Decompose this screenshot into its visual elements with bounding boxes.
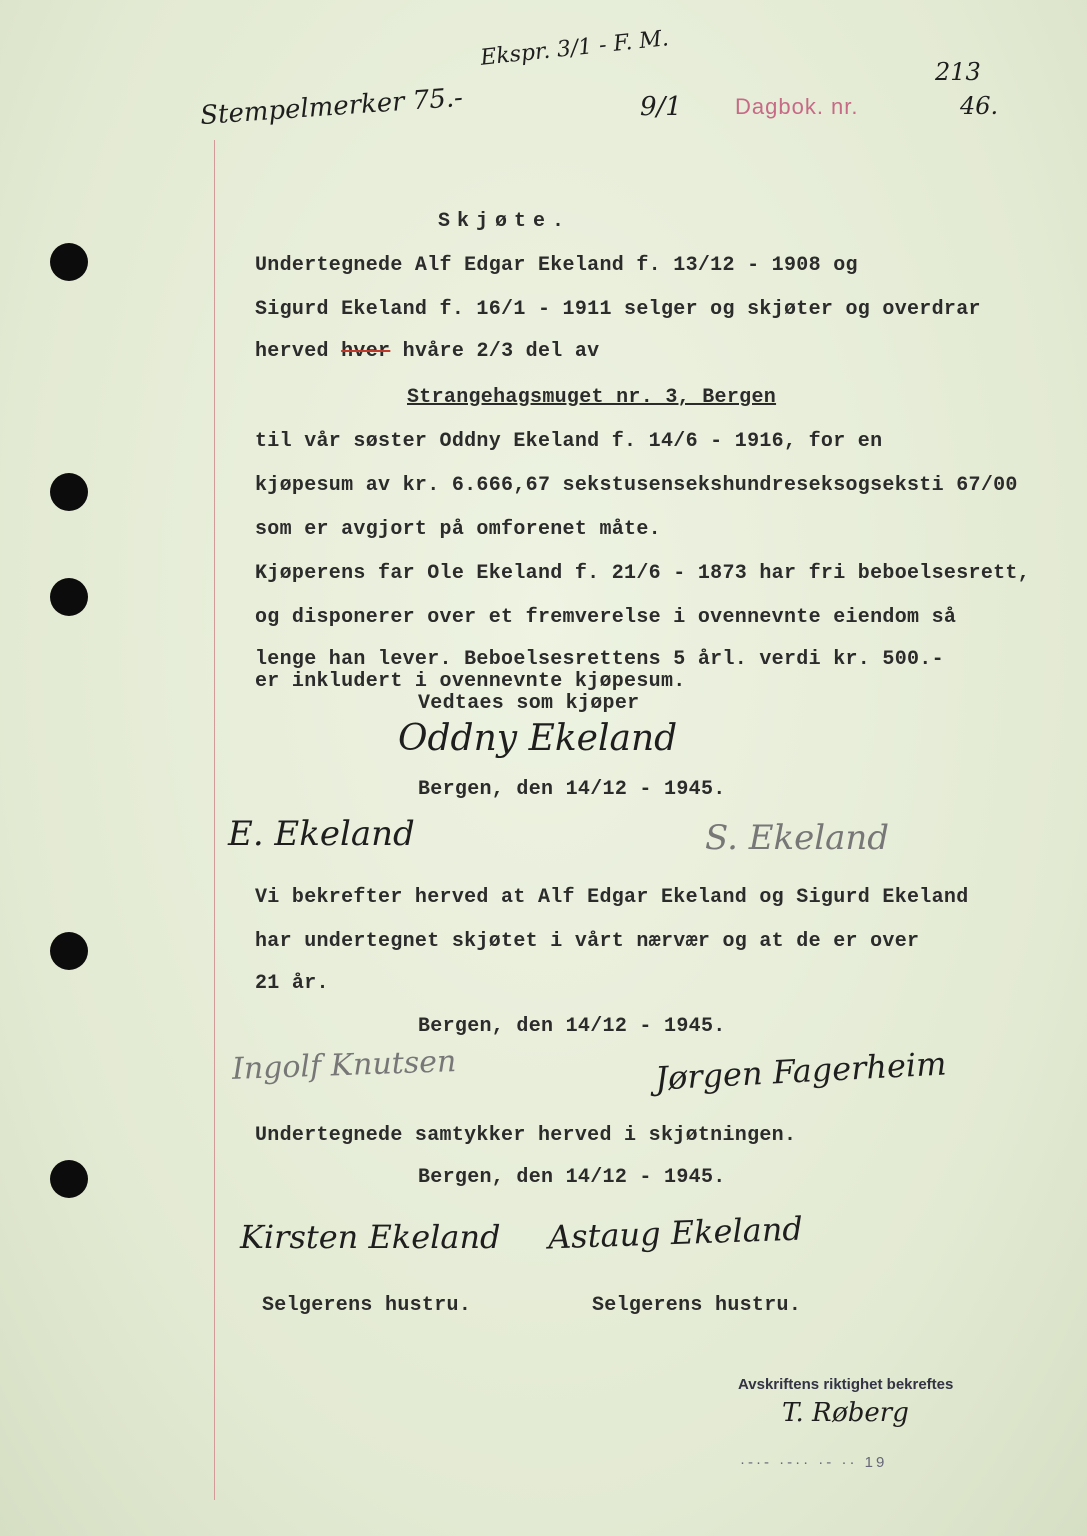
punch-hole-2 [50, 473, 88, 511]
signature-witness-1: Ingolf Knutsen [231, 1044, 457, 1087]
date-note: 9/1 [640, 92, 682, 122]
date-line: Bergen, den 14/12 - 1945. [418, 778, 726, 801]
paragraph-line: har undertegnet skjøtet i vårt nærvær og at de er over [255, 930, 920, 953]
paragraph-line: Kjøperens far Ole Ekeland f. 21/6 - 1873 har fri beboelsesrett, [255, 562, 1031, 585]
dagbok-stamp: Dagbok. nr. [735, 94, 859, 119]
spouse-label: Selgerens hustru. [262, 1294, 472, 1317]
signature-spouse-1: Kirsten Ekeland [240, 1218, 501, 1256]
signature-spouse-2: Astaug Ekeland [547, 1209, 804, 1257]
signature-seller-1: E. Ekeland [228, 814, 415, 854]
bottom-marks: ·-·- ·-·· ·- ·· 19 [740, 1454, 888, 1471]
signature-buyer: Oddny Ekeland [398, 718, 678, 759]
paragraph-line: til vår søster Oddny Ekeland f. 14/6 - 1916, for en [255, 430, 883, 453]
certification-signature: T. Røberg [782, 1398, 909, 1428]
signature-seller-2: S. Ekeland [705, 818, 890, 858]
certification-stamp: Avskriftens riktighet bekreftes [738, 1376, 954, 1393]
property-name: Strangehagsmuget nr. 3, Bergen [407, 386, 777, 409]
date-line: Bergen, den 14/12 - 1945. [418, 1015, 726, 1038]
paragraph-line: 21 år. [255, 972, 329, 995]
paragraph-line: Undertegnede Alf Edgar Ekeland f. 13/12 - 1908 og [255, 254, 858, 277]
margin-line [214, 140, 215, 1500]
paragraph-line: Vi bekrefter herved at Alf Edgar Ekeland og Sigurd Ekeland [255, 886, 969, 909]
punch-hole-5 [50, 1160, 88, 1198]
document-title: Skjøte. [438, 210, 572, 233]
text-segment: herved [255, 340, 329, 363]
text-segment: hvåre 2/3 del av [402, 340, 600, 363]
paragraph-line [255, 340, 600, 363]
dagbok-number: 213 [935, 58, 981, 86]
punch-hole-4 [50, 932, 88, 970]
signature-witness-2: Jørgen Fagerheim [654, 1044, 948, 1098]
top-scribble: Ekspr. 3/1 - F. M. [479, 26, 670, 71]
paragraph-line: og disponerer over et fremverelse i ovennevnte eiendom så [255, 606, 957, 629]
paragraph-line: er inkludert i ovennevnte kjøpesum. [255, 670, 686, 693]
stamp-fee-note: Stempelmerker 75.- [199, 82, 464, 132]
paragraph-line: kjøpesum av kr. 6.666,67 sekstusensekshundreseksogseksti 67/00 [255, 474, 1018, 497]
punch-hole-3 [50, 578, 88, 616]
acceptance-line: Vedtaes som kjøper [418, 692, 640, 715]
date-line: Bergen, den 14/12 - 1945. [418, 1166, 726, 1189]
paragraph-line: Sigurd Ekeland f. 16/1 - 1911 selger og skjøter og overdrar [255, 298, 981, 321]
dagbok-year: 46. [960, 92, 999, 120]
punch-hole-1 [50, 243, 88, 281]
paragraph-line: lenge han lever. Beboelsesrettens 5 årl. verdi kr. 500.- [255, 648, 944, 671]
paragraph-line: som er avgjort på omforenet måte. [255, 518, 661, 541]
consent-line: Undertegnede samtykker herved i skjøtningen. [255, 1124, 797, 1147]
struck-word: hver [341, 340, 391, 363]
spouse-label: Selgerens hustru. [592, 1294, 802, 1317]
